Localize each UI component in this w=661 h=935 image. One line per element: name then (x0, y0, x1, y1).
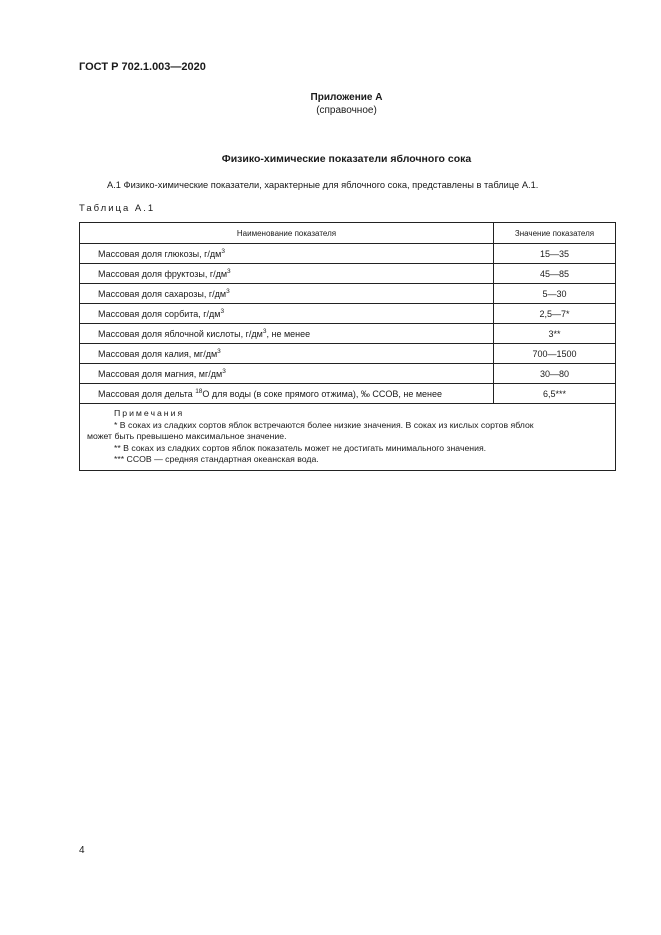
table-row (80, 304, 616, 324)
row-value: 6,5*** (494, 384, 616, 404)
table-row (80, 344, 616, 364)
table-notes (80, 404, 616, 471)
table-row (80, 364, 616, 384)
section-title: Физико-химические показатели яблочного сока (221, 153, 472, 165)
row-value: 2,5—7* (494, 304, 616, 324)
table-row (80, 384, 616, 404)
document-code: ГОСТ Р 702.1.003—2020 (79, 61, 206, 73)
appendix-title: Приложение А (310, 92, 383, 103)
row-value: 30—80 (494, 364, 616, 384)
notes-heading: Примечания (114, 408, 185, 418)
row-name: Массовая доля калия, $мг/дм^3$ (80, 344, 494, 364)
column-header-name: Наименование показателя (80, 223, 494, 244)
table-header-row (80, 223, 616, 244)
table-row (80, 264, 616, 284)
indicators-table (79, 222, 616, 471)
row-value: 700—1500 (494, 344, 616, 364)
note-1-line-2: может быть превышено максимальное значение. (87, 431, 287, 441)
column-header-value: Значение показателя (494, 223, 616, 244)
row-name: Массовая доля дельта $^{18}$O для воды (в соке прямого отжима), ‰ CCOB, не менее (80, 384, 494, 404)
row-name: Массовая доля магния, $мг/дм^3$ (80, 364, 494, 384)
table-row (80, 284, 616, 304)
note-1-line-1: * В соках из сладких сортов яблок встречаются более низкие значения. В соках из кислых сортов яблок (114, 419, 534, 430)
table-notes-row (80, 404, 616, 471)
row-value: 5—30 (494, 284, 616, 304)
table-row (80, 244, 616, 264)
intro-paragraph: А.1 Физико-химические показатели, характерные для яблочного сока, представлены в таблице А.1. (107, 180, 539, 190)
appendix-subtitle: (справочное) (316, 105, 377, 116)
row-value: 15—35 (494, 244, 616, 264)
table-row (80, 324, 616, 344)
note-2: ** В соках из сладких сортов яблок показатель может не достигать минимального значения. (114, 442, 487, 453)
row-name: Массовая доля сахарозы, $г/дм^3$ (80, 284, 494, 304)
row-name: Массовая доля глюкозы, $г/дм^3$ (80, 244, 494, 264)
row-value: 45—85 (494, 264, 616, 284)
row-name: Массовая доля яблочной кислоты, $г/дм^3$, не менее (80, 324, 494, 344)
row-name: Массовая доля сорбита, $г/дм^3$ (80, 304, 494, 324)
appendix-heading (0, 91, 661, 117)
row-name: Массовая доля фруктозы, $г/дм^3$ (80, 264, 494, 284)
row-value: 3** (494, 324, 616, 344)
note-3: *** CCOB — средняя стандартная океанская вода. (114, 454, 319, 464)
page-number: 4 (79, 845, 85, 856)
table-caption: Таблица А.1 (79, 203, 156, 214)
